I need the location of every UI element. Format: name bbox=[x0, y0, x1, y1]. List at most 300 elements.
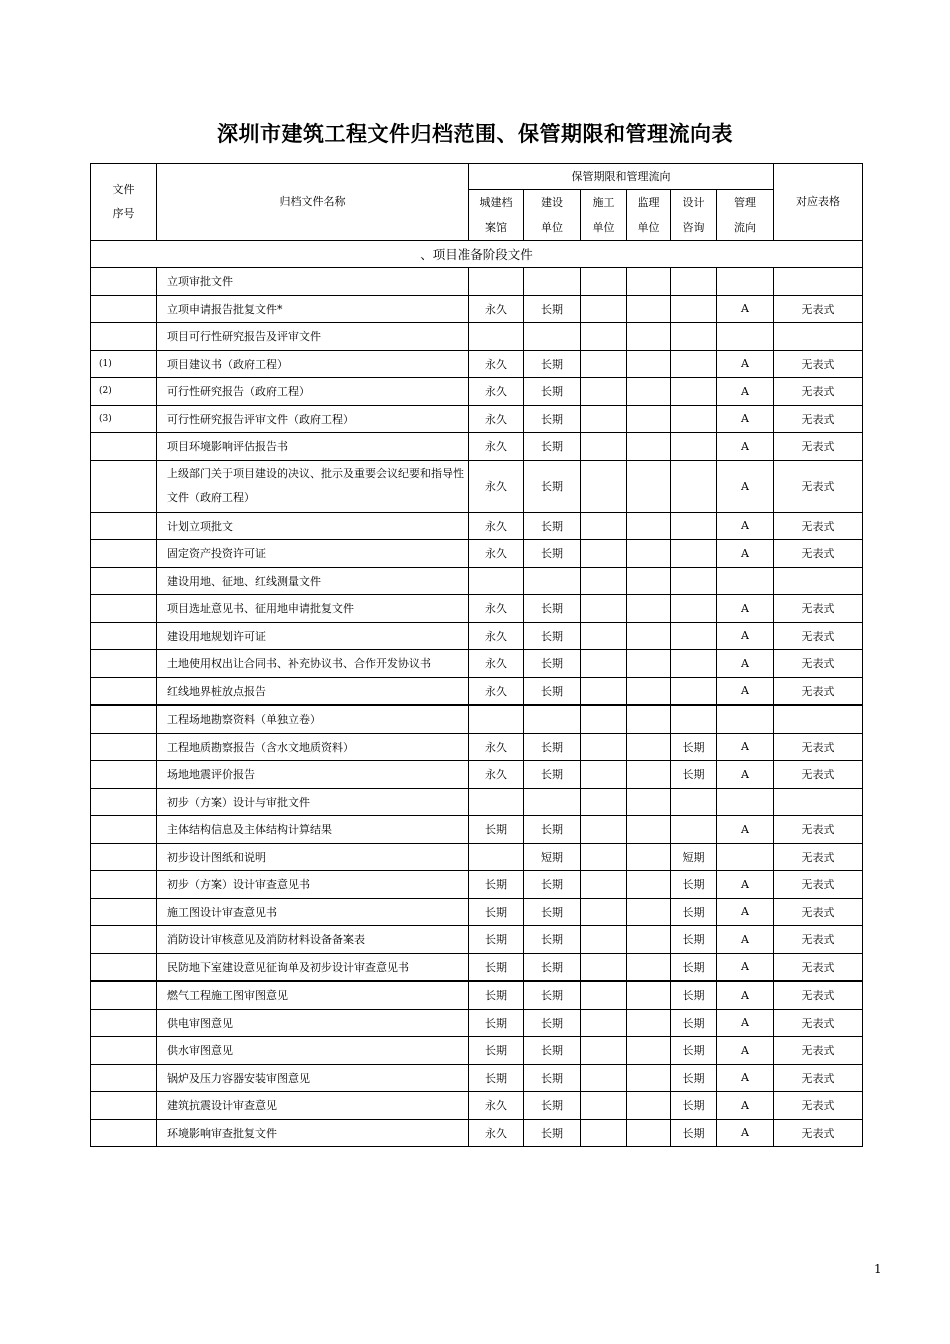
row-cell-5: A bbox=[717, 622, 774, 650]
row-cell-5 bbox=[717, 705, 774, 733]
row-cell-4 bbox=[671, 622, 717, 650]
row-name: 初步（方案）设计与审批文件 bbox=[157, 788, 469, 816]
header-col-line1: 管理 bbox=[734, 196, 756, 209]
header-col-line1: 城建档 bbox=[479, 196, 513, 209]
row-cell-5: A bbox=[717, 761, 774, 789]
row-name: 燃气工程施工图审图意见 bbox=[157, 981, 469, 1009]
row-cell-0: 永久 bbox=[469, 350, 524, 378]
row-cell-2 bbox=[581, 1119, 627, 1147]
row-cell-3 bbox=[627, 595, 671, 623]
row-cell-2 bbox=[581, 433, 627, 461]
header-col-line2: 单位 bbox=[637, 221, 660, 234]
row-form: 无表式 bbox=[774, 650, 863, 678]
row-cell-1: 长期 bbox=[524, 540, 581, 568]
row-cell-5: A bbox=[717, 677, 774, 705]
row-cell-0: 永久 bbox=[469, 595, 524, 623]
row-cell-3 bbox=[627, 323, 671, 351]
row-form: 无表式 bbox=[774, 898, 863, 926]
row-cell-1: 长期 bbox=[524, 953, 581, 981]
row-cell-4 bbox=[671, 567, 717, 595]
row-form: 无表式 bbox=[774, 733, 863, 761]
row-cell-2 bbox=[581, 1009, 627, 1037]
row-form: 无表式 bbox=[774, 761, 863, 789]
row-cell-5 bbox=[717, 788, 774, 816]
row-seq bbox=[91, 1119, 157, 1147]
table-row bbox=[91, 268, 863, 296]
row-name: 可行性研究报告（政府工程） bbox=[157, 378, 469, 406]
row-form: 无表式 bbox=[774, 1119, 863, 1147]
row-form: 无表式 bbox=[774, 953, 863, 981]
row-seq bbox=[91, 1037, 157, 1065]
row-cell-4: 长期 bbox=[671, 981, 717, 1009]
row-cell-3 bbox=[627, 378, 671, 406]
header-form: 对应表格 bbox=[774, 164, 863, 241]
row-cell-2 bbox=[581, 512, 627, 540]
row-cell-3 bbox=[627, 540, 671, 568]
row-seq bbox=[91, 705, 157, 733]
row-cell-2 bbox=[581, 378, 627, 406]
row-name: 初步（方案）设计审查意见书 bbox=[157, 871, 469, 899]
row-cell-2 bbox=[581, 953, 627, 981]
row-cell-0: 永久 bbox=[469, 677, 524, 705]
row-cell-2 bbox=[581, 981, 627, 1009]
row-name: 工程场地勘察资料（单独立卷） bbox=[157, 705, 469, 733]
row-cell-0: 长期 bbox=[469, 1064, 524, 1092]
row-cell-0 bbox=[469, 567, 524, 595]
row-name: 锅炉及压力容器安装审图意见 bbox=[157, 1064, 469, 1092]
row-form: 无表式 bbox=[774, 1064, 863, 1092]
row-seq: (2) bbox=[91, 378, 157, 406]
row-cell-2 bbox=[581, 733, 627, 761]
row-cell-4 bbox=[671, 460, 717, 512]
row-cell-4 bbox=[671, 512, 717, 540]
row-cell-4: 短期 bbox=[671, 843, 717, 871]
header-col-1 bbox=[524, 190, 581, 241]
table-row bbox=[91, 981, 863, 1009]
row-cell-2 bbox=[581, 871, 627, 899]
row-seq: (1) bbox=[91, 350, 157, 378]
row-cell-5: A bbox=[717, 926, 774, 954]
row-name: 建设用地、征地、红线测量文件 bbox=[157, 567, 469, 595]
row-form: 无表式 bbox=[774, 677, 863, 705]
row-cell-0 bbox=[469, 323, 524, 351]
row-cell-3 bbox=[627, 953, 671, 981]
row-cell-3 bbox=[627, 460, 671, 512]
row-cell-1: 长期 bbox=[524, 405, 581, 433]
row-cell-5: A bbox=[717, 953, 774, 981]
row-cell-0 bbox=[469, 268, 524, 296]
row-name: 工程地质勘察报告（含水文地质资料） bbox=[157, 733, 469, 761]
page-title: 深圳市建筑工程文件归档范围、保管期限和管理流向表 bbox=[217, 122, 733, 146]
row-name: 建设用地规划许可证 bbox=[157, 622, 469, 650]
row-cell-1 bbox=[524, 323, 581, 351]
row-name: 供电审图意见 bbox=[157, 1009, 469, 1037]
row-cell-3 bbox=[627, 622, 671, 650]
row-name: 项目建议书（政府工程） bbox=[157, 350, 469, 378]
row-cell-0: 永久 bbox=[469, 622, 524, 650]
row-cell-3 bbox=[627, 843, 671, 871]
row-cell-2 bbox=[581, 595, 627, 623]
row-cell-0: 长期 bbox=[469, 1037, 524, 1065]
row-cell-5: A bbox=[717, 1037, 774, 1065]
row-cell-3 bbox=[627, 1092, 671, 1120]
row-cell-5: A bbox=[717, 595, 774, 623]
row-form: 无表式 bbox=[774, 460, 863, 512]
row-name: 环境影响审查批复文件 bbox=[157, 1119, 469, 1147]
row-cell-2 bbox=[581, 540, 627, 568]
row-cell-3 bbox=[627, 898, 671, 926]
row-cell-2 bbox=[581, 788, 627, 816]
row-cell-4 bbox=[671, 323, 717, 351]
row-cell-5: A bbox=[717, 378, 774, 406]
row-seq bbox=[91, 788, 157, 816]
row-name: 红线地界桩放点报告 bbox=[157, 677, 469, 705]
row-cell-4: 长期 bbox=[671, 926, 717, 954]
row-seq bbox=[91, 512, 157, 540]
row-cell-0: 长期 bbox=[469, 981, 524, 1009]
row-seq bbox=[91, 843, 157, 871]
row-cell-5: A bbox=[717, 433, 774, 461]
row-cell-0: 永久 bbox=[469, 1119, 524, 1147]
header-col-2 bbox=[581, 190, 627, 241]
row-name: 主体结构信息及主体结构计算结果 bbox=[157, 816, 469, 844]
row-seq bbox=[91, 898, 157, 926]
table-row bbox=[91, 761, 863, 789]
table-row bbox=[91, 788, 863, 816]
row-cell-1: 长期 bbox=[524, 871, 581, 899]
row-form bbox=[774, 268, 863, 296]
row-cell-0: 长期 bbox=[469, 1009, 524, 1037]
row-cell-5: A bbox=[717, 512, 774, 540]
table-row bbox=[91, 650, 863, 678]
row-cell-5: A bbox=[717, 350, 774, 378]
row-cell-3 bbox=[627, 981, 671, 1009]
table-row bbox=[91, 733, 863, 761]
row-cell-1 bbox=[524, 567, 581, 595]
row-cell-2 bbox=[581, 898, 627, 926]
row-form: 无表式 bbox=[774, 926, 863, 954]
row-cell-1: 长期 bbox=[524, 1119, 581, 1147]
row-cell-1 bbox=[524, 268, 581, 296]
header-col-line2: 单位 bbox=[541, 221, 563, 234]
row-form: 无表式 bbox=[774, 540, 863, 568]
row-cell-3 bbox=[627, 268, 671, 296]
row-cell-3 bbox=[627, 405, 671, 433]
row-cell-4 bbox=[671, 540, 717, 568]
row-form: 无表式 bbox=[774, 622, 863, 650]
row-cell-0: 长期 bbox=[469, 926, 524, 954]
header-seq-line2: 序号 bbox=[112, 207, 135, 220]
row-form: 无表式 bbox=[774, 350, 863, 378]
header-col-line2: 案馆 bbox=[485, 221, 507, 234]
row-cell-2 bbox=[581, 1037, 627, 1065]
row-form bbox=[774, 788, 863, 816]
row-name: 初步设计图纸和说明 bbox=[157, 843, 469, 871]
row-cell-1: 短期 bbox=[524, 843, 581, 871]
header-col-line1: 施工 bbox=[592, 196, 615, 209]
row-name: 消防设计审核意见及消防材料设备备案表 bbox=[157, 926, 469, 954]
row-seq bbox=[91, 433, 157, 461]
row-cell-2 bbox=[581, 761, 627, 789]
row-cell-5: A bbox=[717, 405, 774, 433]
table-row bbox=[91, 1009, 863, 1037]
header-col-5 bbox=[717, 190, 774, 241]
row-cell-4 bbox=[671, 677, 717, 705]
row-form: 无表式 bbox=[774, 816, 863, 844]
row-cell-2 bbox=[581, 705, 627, 733]
section-row bbox=[91, 241, 863, 268]
row-cell-0: 长期 bbox=[469, 816, 524, 844]
row-seq bbox=[91, 268, 157, 296]
header-col-3 bbox=[627, 190, 671, 241]
row-cell-2 bbox=[581, 405, 627, 433]
row-seq bbox=[91, 871, 157, 899]
row-cell-3 bbox=[627, 705, 671, 733]
row-seq bbox=[91, 460, 157, 512]
row-seq bbox=[91, 1092, 157, 1120]
row-form bbox=[774, 567, 863, 595]
row-name: 施工图设计审查意见书 bbox=[157, 898, 469, 926]
row-seq bbox=[91, 1009, 157, 1037]
row-seq bbox=[91, 595, 157, 623]
row-form: 无表式 bbox=[774, 1009, 863, 1037]
row-seq bbox=[91, 761, 157, 789]
row-cell-3 bbox=[627, 816, 671, 844]
row-cell-3 bbox=[627, 295, 671, 323]
row-cell-1: 长期 bbox=[524, 1092, 581, 1120]
row-cell-3 bbox=[627, 350, 671, 378]
row-cell-3 bbox=[627, 433, 671, 461]
row-cell-2 bbox=[581, 816, 627, 844]
row-cell-5 bbox=[717, 567, 774, 595]
row-cell-3 bbox=[627, 567, 671, 595]
row-form: 无表式 bbox=[774, 512, 863, 540]
row-cell-1: 长期 bbox=[524, 1009, 581, 1037]
table-row bbox=[91, 512, 863, 540]
row-seq bbox=[91, 323, 157, 351]
row-cell-3 bbox=[627, 1037, 671, 1065]
row-seq bbox=[91, 816, 157, 844]
row-cell-1: 长期 bbox=[524, 733, 581, 761]
row-cell-1: 长期 bbox=[524, 512, 581, 540]
header-seq bbox=[91, 164, 157, 241]
row-cell-3 bbox=[627, 1009, 671, 1037]
row-cell-2 bbox=[581, 677, 627, 705]
table-row bbox=[91, 460, 863, 512]
row-name: 立项审批文件 bbox=[157, 268, 469, 296]
table-row bbox=[91, 1037, 863, 1065]
row-cell-4: 长期 bbox=[671, 1064, 717, 1092]
row-name: 上级部门关于项目建设的决议、批示及重要会议纪要和指导性文件（政府工程） bbox=[157, 460, 469, 512]
row-cell-4: 长期 bbox=[671, 953, 717, 981]
row-cell-2 bbox=[581, 650, 627, 678]
row-cell-2 bbox=[581, 323, 627, 351]
row-cell-0: 长期 bbox=[469, 898, 524, 926]
row-form: 无表式 bbox=[774, 595, 863, 623]
row-form: 无表式 bbox=[774, 843, 863, 871]
row-cell-4 bbox=[671, 295, 717, 323]
row-cell-1: 长期 bbox=[524, 1064, 581, 1092]
row-cell-3 bbox=[627, 761, 671, 789]
row-cell-0: 永久 bbox=[469, 540, 524, 568]
row-cell-0 bbox=[469, 705, 524, 733]
header-col-line2: 流向 bbox=[734, 221, 756, 234]
row-cell-1: 长期 bbox=[524, 898, 581, 926]
row-name: 立项申请报告批复文件* bbox=[157, 295, 469, 323]
row-cell-5: A bbox=[717, 733, 774, 761]
table-row bbox=[91, 323, 863, 351]
row-cell-1: 长期 bbox=[524, 622, 581, 650]
row-cell-5: A bbox=[717, 540, 774, 568]
row-cell-1: 长期 bbox=[524, 595, 581, 623]
row-seq bbox=[91, 567, 157, 595]
row-cell-5: A bbox=[717, 981, 774, 1009]
table-row bbox=[91, 622, 863, 650]
row-name: 建筑抗震设计审查意见 bbox=[157, 1092, 469, 1120]
row-cell-2 bbox=[581, 567, 627, 595]
row-cell-4: 长期 bbox=[671, 1092, 717, 1120]
row-cell-5: A bbox=[717, 1064, 774, 1092]
header-col-line1: 设计 bbox=[682, 196, 705, 209]
row-seq bbox=[91, 981, 157, 1009]
row-cell-5: A bbox=[717, 871, 774, 899]
row-cell-4: 长期 bbox=[671, 1009, 717, 1037]
row-cell-3 bbox=[627, 733, 671, 761]
row-cell-2 bbox=[581, 268, 627, 296]
table-row bbox=[91, 350, 863, 378]
row-cell-4: 长期 bbox=[671, 1119, 717, 1147]
row-cell-5: A bbox=[717, 1009, 774, 1037]
row-name: 可行性研究报告评审文件（政府工程） bbox=[157, 405, 469, 433]
row-cell-4 bbox=[671, 268, 717, 296]
row-cell-1: 长期 bbox=[524, 1037, 581, 1065]
table-row bbox=[91, 843, 863, 871]
row-cell-4: 长期 bbox=[671, 871, 717, 899]
row-cell-5: A bbox=[717, 816, 774, 844]
page-number: 1 bbox=[874, 1262, 882, 1276]
row-cell-3 bbox=[627, 871, 671, 899]
row-cell-3 bbox=[627, 788, 671, 816]
row-cell-3 bbox=[627, 512, 671, 540]
row-cell-0: 永久 bbox=[469, 433, 524, 461]
row-name: 计划立项批文 bbox=[157, 512, 469, 540]
row-cell-3 bbox=[627, 926, 671, 954]
header-col-line2: 单位 bbox=[592, 221, 615, 234]
row-cell-1 bbox=[524, 788, 581, 816]
row-cell-0: 永久 bbox=[469, 460, 524, 512]
row-cell-5: A bbox=[717, 898, 774, 926]
table-row bbox=[91, 595, 863, 623]
row-form: 无表式 bbox=[774, 981, 863, 1009]
row-seq bbox=[91, 622, 157, 650]
row-cell-4 bbox=[671, 816, 717, 844]
table-row bbox=[91, 295, 863, 323]
row-cell-2 bbox=[581, 1092, 627, 1120]
row-cell-5 bbox=[717, 268, 774, 296]
row-name: 土地使用权出让合同书、补充协议书、合作开发协议书 bbox=[157, 650, 469, 678]
row-cell-1: 长期 bbox=[524, 981, 581, 1009]
row-name: 固定资产投资许可证 bbox=[157, 540, 469, 568]
row-cell-1 bbox=[524, 705, 581, 733]
row-cell-4 bbox=[671, 433, 717, 461]
row-cell-1: 长期 bbox=[524, 460, 581, 512]
row-form: 无表式 bbox=[774, 871, 863, 899]
row-cell-1: 长期 bbox=[524, 650, 581, 678]
row-cell-1: 长期 bbox=[524, 378, 581, 406]
row-seq bbox=[91, 953, 157, 981]
row-form: 无表式 bbox=[774, 1092, 863, 1120]
row-cell-2 bbox=[581, 1064, 627, 1092]
row-cell-3 bbox=[627, 677, 671, 705]
header-seq-line1: 文件 bbox=[112, 183, 135, 196]
row-cell-0 bbox=[469, 843, 524, 871]
row-cell-2 bbox=[581, 460, 627, 512]
archive-table bbox=[90, 163, 863, 1147]
header-col-4 bbox=[671, 190, 717, 241]
row-cell-3 bbox=[627, 650, 671, 678]
row-cell-5 bbox=[717, 843, 774, 871]
row-form: 无表式 bbox=[774, 1037, 863, 1065]
row-cell-2 bbox=[581, 843, 627, 871]
header-col-line1: 建设 bbox=[541, 196, 563, 209]
table-row bbox=[91, 378, 863, 406]
row-name: 项目选址意见书、征用地申请批复文件 bbox=[157, 595, 469, 623]
row-cell-4 bbox=[671, 705, 717, 733]
row-cell-0: 永久 bbox=[469, 295, 524, 323]
header-name: 归档文件名称 bbox=[157, 164, 469, 241]
row-seq bbox=[91, 677, 157, 705]
row-cell-2 bbox=[581, 926, 627, 954]
row-cell-1: 长期 bbox=[524, 816, 581, 844]
table-row bbox=[91, 705, 863, 733]
row-cell-2 bbox=[581, 622, 627, 650]
row-cell-5: A bbox=[717, 650, 774, 678]
row-name: 场地地震评价报告 bbox=[157, 761, 469, 789]
table-row bbox=[91, 1092, 863, 1120]
row-seq bbox=[91, 926, 157, 954]
row-seq bbox=[91, 295, 157, 323]
row-form: 无表式 bbox=[774, 378, 863, 406]
table-row bbox=[91, 405, 863, 433]
row-cell-0: 永久 bbox=[469, 761, 524, 789]
table-row bbox=[91, 871, 863, 899]
row-cell-0: 永久 bbox=[469, 1092, 524, 1120]
row-cell-4: 长期 bbox=[671, 761, 717, 789]
row-form bbox=[774, 705, 863, 733]
row-form: 无表式 bbox=[774, 295, 863, 323]
row-cell-4 bbox=[671, 650, 717, 678]
table-row bbox=[91, 433, 863, 461]
table-row bbox=[91, 540, 863, 568]
section-title: 、项目准备阶段文件 bbox=[91, 241, 863, 268]
row-name: 民防地下室建设意见征询单及初步设计审查意见书 bbox=[157, 953, 469, 981]
row-seq bbox=[91, 1064, 157, 1092]
row-cell-3 bbox=[627, 1064, 671, 1092]
row-cell-4: 长期 bbox=[671, 1037, 717, 1065]
table-row bbox=[91, 953, 863, 981]
row-cell-1: 长期 bbox=[524, 433, 581, 461]
row-cell-0: 永久 bbox=[469, 733, 524, 761]
row-cell-5 bbox=[717, 323, 774, 351]
table-row bbox=[91, 816, 863, 844]
table-row bbox=[91, 1064, 863, 1092]
row-cell-5: A bbox=[717, 1092, 774, 1120]
row-cell-0: 长期 bbox=[469, 953, 524, 981]
header-col-line1: 监理 bbox=[637, 196, 660, 209]
row-name: 供水审图意见 bbox=[157, 1037, 469, 1065]
row-cell-0: 永久 bbox=[469, 650, 524, 678]
row-cell-5: A bbox=[717, 295, 774, 323]
